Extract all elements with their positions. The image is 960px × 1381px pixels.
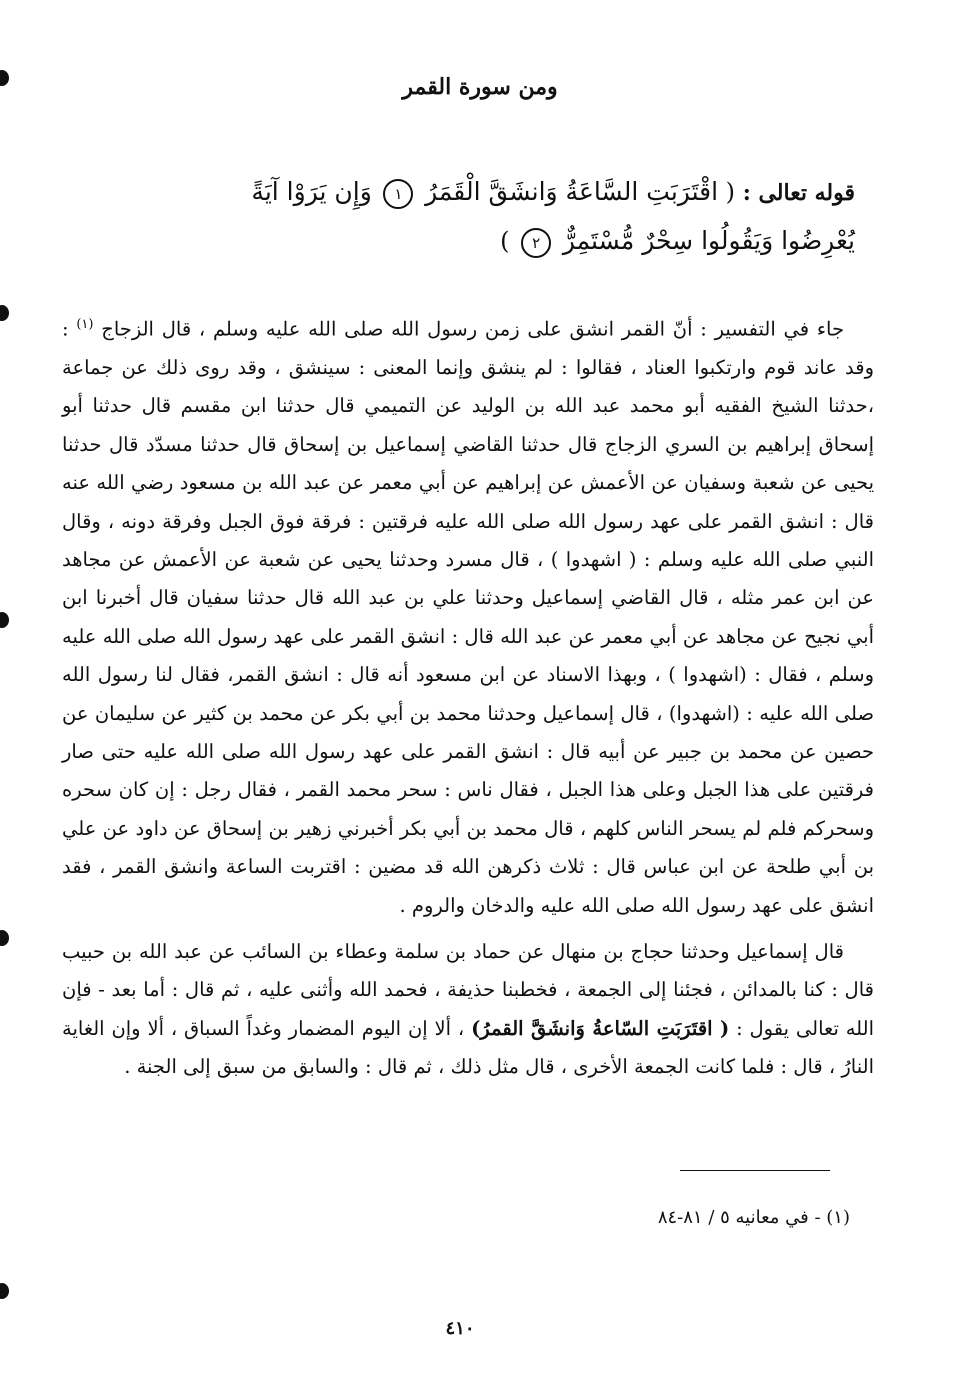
footnote: (١) - في معانيه ٥ / ٨١-٨٤ <box>657 1207 850 1228</box>
paragraph <box>62 933 874 1087</box>
verse-close-paren: ) <box>500 227 510 255</box>
binding-hole-mark <box>0 930 9 946</box>
verse-text-part1: اقْتَرَبَتِ السَّاعَةُ وَانشَقَّ الْقَمَرُ <box>425 177 719 206</box>
binding-hole-mark <box>0 612 9 628</box>
ayah-number-mark: ٢ <box>521 228 551 258</box>
footnote-reference: (١) <box>76 317 94 332</box>
verse-label: قوله تعالى : <box>742 180 855 206</box>
ayah-number-mark: ١ <box>383 179 413 209</box>
paragraph-text: : وقد عاند قوم وارتكبوا العناد ، فقالوا : لم ينشق وإنما المعنى : سينشق ، وقد روى ذلك عن جماعة ،حدثنا الشيخ الفقيه أبو محمد عبد الله بن الوليد عن التميمي قال حدثنا ابن مقسم قال حدثنا أبو إسحاق إبراهيم بن السري الزجاج قال حدثنا القاضي إسماعيل بن إسحاق قال حدثنا مسدّد قال حدثنا يحيى عن شعبة وسفيان عن الأعمش عن إبراهيم عن أبي معمر عن عبد الله بن مسعود رضي الله عنه قال : انشق القمر على عهد رسول الله صلى الله عليه فرقتين : فرقة فوق الجبل وفرقة دونه ، وقال النبي صلى الله عليه وسلم : ( اشهدوا ) ، قال مسرد وحدثنا يحيى عن شعبة عن الأعمش عن مجاهد عن ابن عمر مثله ، قال القاضي إسماعيل وحدثنا علي بن عبد الله قال حدثنا سفيان قال أخبرنا ابن أبي نجيح عن مجاهد عن أبي معمر عن عبد الله قال : انشق القمر على عهد رسول الله صلى الله عليه وسلم ، فقال : (اشهدوا ) ، وبهذا الاسناد عن ابن مسعود أنه قال : انشق القمر، فقال لنا رسول الله صلى الله عليه : (اشهدوا) ، قال إسماعيل وحدثنا محمد بن أبي بكر عن محمد بن كثير عن سليمان عن حصين عن محمد بن جبير عن أبيه قال : انشق القمر على عهد رسول الله صلى الله عليه حتى صار فرقتين على هذا الجبل وعلى هذا الجبل ، فقال ناس : سحر محمد القمر ، فقال رجل : إن كان سحره وسحركم فلم لم يسحر الناس كلهم ، قال محمد بن أبي بكر أخبرني زهير بن إسحاق عن داود عن علي بن أبي طلحة عن ابن عباس قال : ثلاث ذكرهن الله قد مضين : اقتربت الساعة وانشق القمر ، فقد انشق على عهد رسول الله صلى الله عليه والدخان والروم . <box>62 317 874 917</box>
binding-hole-mark <box>0 1283 9 1299</box>
footnote-divider <box>680 1170 830 1171</box>
paragraph-text: ، ألا إن اليوم المضمار وغداً السباق ، ألا وإن الغاية النارُ ، قال : فلما كانت الجمعة الأخرى ، قال مثل ذلك ، ثم قال : والسابق من سبق إلى الجنة . <box>62 1016 874 1079</box>
quran-quote: ( اقتَرَبَتِ السّاعةُ وَانشَقَّ القمرُ) <box>471 1016 730 1040</box>
paragraph <box>62 306 874 925</box>
binding-hole-mark <box>0 305 9 321</box>
verse-text-part2: وَإِن يَرَوْا آيَةً يُعْرِضُوا وَيَقُولُوا سِحْرٌ مُّسْتَمِرٌّ <box>251 177 855 255</box>
page-number: ٤١٠ <box>445 1318 475 1339</box>
paragraph-text: جاء في التفسير : أنّ القمر انشق على زمن رسول الله صلى الله عليه وسلم ، قال الزجاج <box>101 317 844 341</box>
verse-open-paren: ( <box>725 178 736 206</box>
paragraph-text: قال إسماعيل وحدثنا حجاج بن منهال عن حماد بن سلمة وعطاء بن السائب عن عبد الله بن حبيب قال : كنا بالمدائن ، فجئنا إلى الجمعة ، فخطبنا حذيفة ، فحمد الله وأثنى عليه ، ثم قال : أما بعد - فإن الله تعالى يقول : <box>62 940 874 1040</box>
commentary-body <box>62 306 874 1087</box>
verse-block <box>185 168 855 265</box>
page-title: ومن سورة القمر <box>402 74 558 100</box>
